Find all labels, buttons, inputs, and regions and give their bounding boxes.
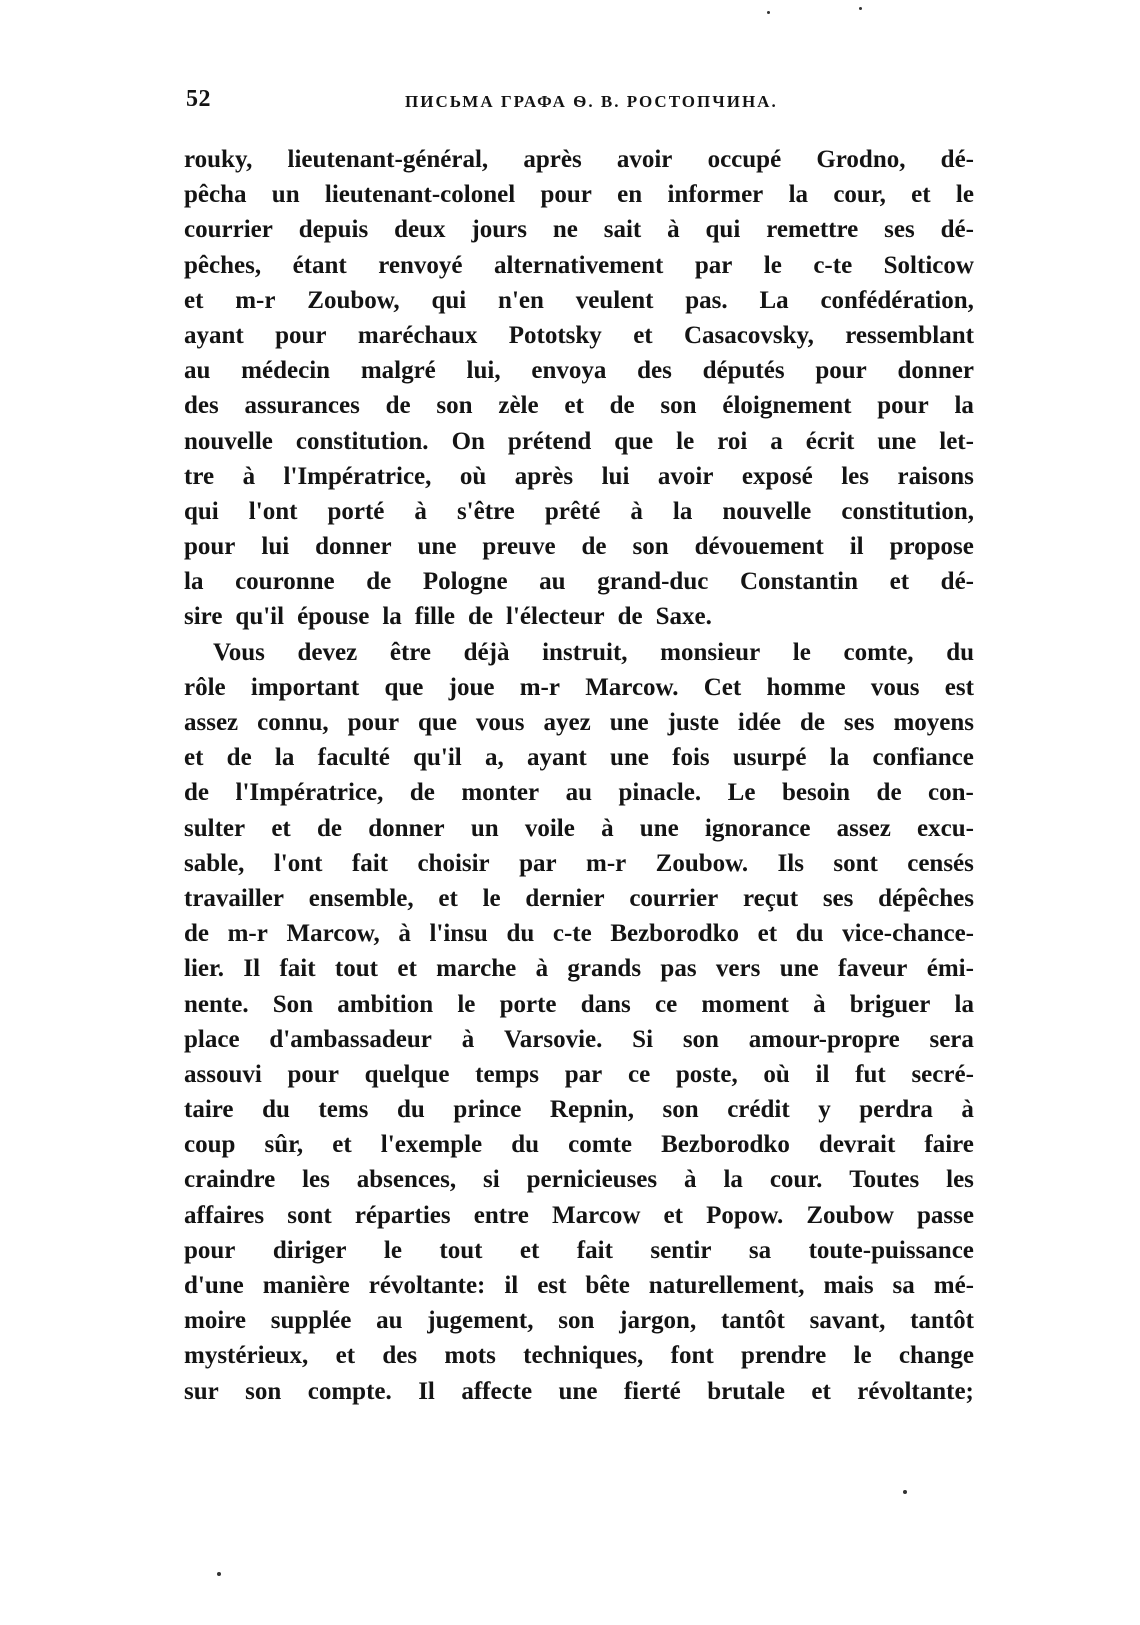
text-line: Vous devez être déjà instruit, monsieur le comte, du (213, 638, 974, 666)
text-line: pour lui donner une preuve de son dévouement il propose (184, 533, 974, 561)
text-line: ayant pour maréchaux Pototsky et Casacovsky, ressemblant (184, 321, 974, 349)
text-line: coup sûr, et l'exemple du comte Bezborodko devrait faire (184, 1131, 974, 1159)
text-line: qui l'ont porté à s'être prêté à la nouvelle constitution, (184, 497, 974, 525)
text-line: rouky, lieutenant-général, après avoir occupé Grodno, dé- (184, 146, 974, 173)
text-line: et m-r Zoubow, qui n'en veulent pas. La confédération, (184, 286, 974, 314)
text-line: sire qu'il épouse la fille de l'électeur de Saxe. (184, 603, 712, 631)
text-line: et de la faculté qu'il a, ayant une fois usurpé la confiance (184, 744, 974, 772)
page-speck (767, 11, 770, 14)
text-line: des assurances de son zèle et de son éloignement pour la (184, 392, 974, 420)
text-line: taire du tems du prince Repnin, son crédit y perdra à (184, 1096, 974, 1124)
page-speck (217, 1572, 221, 1576)
text-line: nouvelle constitution. On prétend que le roi a écrit une let- (184, 427, 974, 455)
text-line: affaires sont réparties entre Marcow et Popow. Zoubow passe (184, 1201, 974, 1229)
text-line: rôle important que joue m-r Marcow. Cet homme vous est (184, 673, 974, 701)
text-line: au médecin malgré lui, envoya des députés pour donner (184, 357, 974, 385)
text-line: courrier depuis deux jours ne sait à qui remettre ses dé- (184, 216, 974, 244)
text-line: lier. Il fait tout et marche à grands pas vers une faveur émi- (184, 955, 974, 983)
text-line: la couronne de Pologne au grand-duc Constantin et dé- (184, 568, 974, 596)
text-line: mystérieux, et des mots techniques, font prendre le change (184, 1342, 974, 1370)
page-speck (903, 1490, 907, 1494)
text-line: d'une manière révoltante: il est bête naturellement, mais sa mé- (184, 1272, 974, 1299)
text-line: sable, l'ont fait choisir par m-r Zoubow. Ils sont censés (184, 849, 974, 877)
body-text (184, 142, 974, 1409)
text-line: moire supplée au jugement, son jargon, tantôt savant, tantôt (184, 1307, 974, 1335)
page-speck (859, 7, 862, 10)
text-line: pêches, étant renvoyé alternativement par le c-te Solticow (184, 251, 974, 279)
text-line: de m-r Marcow, à l'insu du c-te Bezborodko et du vice-chance- (184, 920, 974, 948)
text-line: pêcha un lieutenant-colonel pour en informer la cour, et le (184, 181, 974, 209)
text-line: place d'ambassadeur à Varsovie. Si son amour-propre sera (184, 1025, 974, 1053)
page-number: 52 (186, 86, 211, 112)
text-line: assouvi pour quelque temps par ce poste, où il fut secré- (184, 1060, 974, 1088)
text-line: nente. Son ambition le porte dans ce moment à briguer la (184, 990, 974, 1018)
text-line: travailler ensemble, et le dernier courrier reçut ses dépêches (184, 884, 974, 912)
text-line: assez connu, pour que vous ayez une juste idée de ses moyens (184, 709, 974, 736)
text-line: tre à l'Impératrice, où après lui avoir exposé les raisons (184, 462, 974, 490)
text-line: sur son compte. Il affecte une fierté brutale et révoltante; (184, 1377, 974, 1405)
text-line: pour diriger le tout et fait sentir sa toute-puissance (184, 1236, 974, 1264)
text-line: de l'Impératrice, de monter au pinacle. Le besoin de con- (184, 779, 974, 807)
text-line: craindre les absences, si pernicieuses à la cour. Toutes les (184, 1166, 974, 1194)
text-line: sulter et de donner un voile à une ignorance assez excu- (184, 814, 974, 842)
running-head: ПИСЬМА ГРАФА Ѳ. В. РОСТОПЧИНА. (405, 92, 778, 111)
